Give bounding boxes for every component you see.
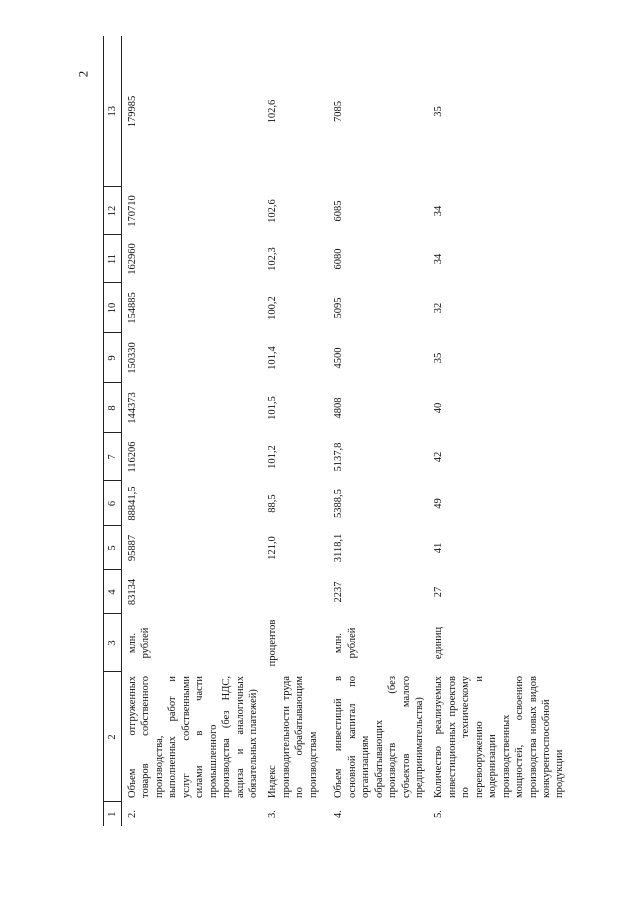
value-cell: 101,2: [267, 445, 279, 469]
value-cell: 6080: [333, 248, 345, 270]
column-number-header: 7: [104, 433, 122, 481]
column-number-header: 10: [104, 283, 122, 333]
value-cell: 101,5: [267, 396, 279, 420]
unit-of-measure: единиц: [433, 626, 445, 660]
row-number: 4.: [333, 810, 345, 818]
value-cell: 5095: [333, 297, 345, 319]
indicator-description: Индекс производительности труда по обрабатывающим производствам: [267, 676, 319, 798]
value-cell: 34: [433, 205, 445, 217]
column-number-header: 12: [104, 187, 122, 235]
value-cell: 100,2: [267, 296, 279, 320]
value-cell: 34: [433, 253, 445, 265]
value-cell: [262, 570, 328, 614]
value-cell: 95887: [127, 534, 138, 562]
value-cell: 102,6: [267, 199, 279, 223]
indicator-description: Объем инвестиций в основной капитал по организациям обрабатывающих производств (без субъектов малого предпринимательства): [333, 676, 425, 798]
column-number-header: 8: [104, 383, 122, 433]
rotated-page-content: [103, 66, 603, 826]
page-number: 2: [75, 70, 91, 78]
value-cell: 179985: [127, 95, 138, 128]
value-cell: 101,4: [267, 346, 279, 370]
value-cell: 3118,1: [333, 533, 345, 563]
unit-of-measure: процентов: [267, 619, 279, 667]
table-row: [428, 36, 594, 826]
value-cell: 150330: [127, 342, 138, 374]
row-number: 5.: [433, 810, 445, 818]
unit-of-measure: млн. рублей: [333, 627, 358, 659]
value-cell: 32: [433, 302, 445, 314]
value-cell: 5388,5: [333, 489, 345, 518]
value-cell: 27: [433, 586, 445, 598]
column-number-header: 11: [104, 235, 122, 283]
value-cell: 6085: [333, 200, 345, 222]
table-header-row: [104, 36, 122, 826]
value-cell: 102,6: [267, 99, 279, 124]
value-cell: 154885: [127, 292, 138, 324]
value-cell: 42: [433, 451, 445, 463]
value-cell: 5137,8: [333, 442, 345, 472]
column-number-header: 4: [104, 570, 122, 614]
value-cell: 116206: [127, 441, 138, 473]
row-number: 2.: [127, 810, 138, 818]
value-cell: 83134: [127, 578, 138, 606]
column-number-header: 3: [104, 614, 122, 672]
value-cell: 88,5: [267, 494, 279, 513]
table-row: [122, 36, 263, 826]
value-cell: 35: [433, 106, 445, 117]
value-cell: 121,0: [267, 536, 279, 560]
row-number: 3.: [267, 810, 279, 818]
value-cell: 41: [433, 542, 445, 554]
table-row: [328, 36, 428, 826]
value-cell: 2237: [333, 581, 345, 603]
table-row: [262, 36, 328, 826]
value-cell: 35: [433, 352, 445, 364]
value-cell: 88841,5: [127, 486, 138, 521]
column-number-header: 5: [104, 526, 122, 570]
column-number-header: 1: [104, 802, 122, 826]
column-number-header: 13: [104, 36, 122, 187]
value-cell: 170710: [127, 195, 138, 227]
indicators-table: [103, 36, 594, 826]
value-cell: 4500: [333, 347, 345, 369]
value-cell: 7085: [333, 101, 345, 122]
column-number-header: 9: [104, 333, 122, 383]
value-cell: 49: [433, 498, 445, 509]
unit-of-measure: млн. рублей: [127, 627, 152, 659]
column-number-header: 2: [104, 672, 122, 802]
value-cell: 102,3: [267, 247, 279, 271]
indicator-description: Объем отгруженных товаров собственного производства, выполненных работ и услуг собственными силами в части промышленного производства (без НДС, акциза и аналогичных обязательных платежей): [127, 676, 259, 798]
value-cell: 144373: [127, 392, 138, 424]
value-cell: 162960: [127, 243, 138, 275]
indicator-description: Количество реализуемых инвестиционных проектов по техническому перевооружению и модернизации производственных мощностей, освоению производства новых видов конкурентоспособной продукции: [433, 676, 566, 798]
value-cell: 4808: [333, 397, 345, 419]
value-cell: 40: [433, 402, 445, 414]
column-number-header: 6: [104, 481, 122, 526]
